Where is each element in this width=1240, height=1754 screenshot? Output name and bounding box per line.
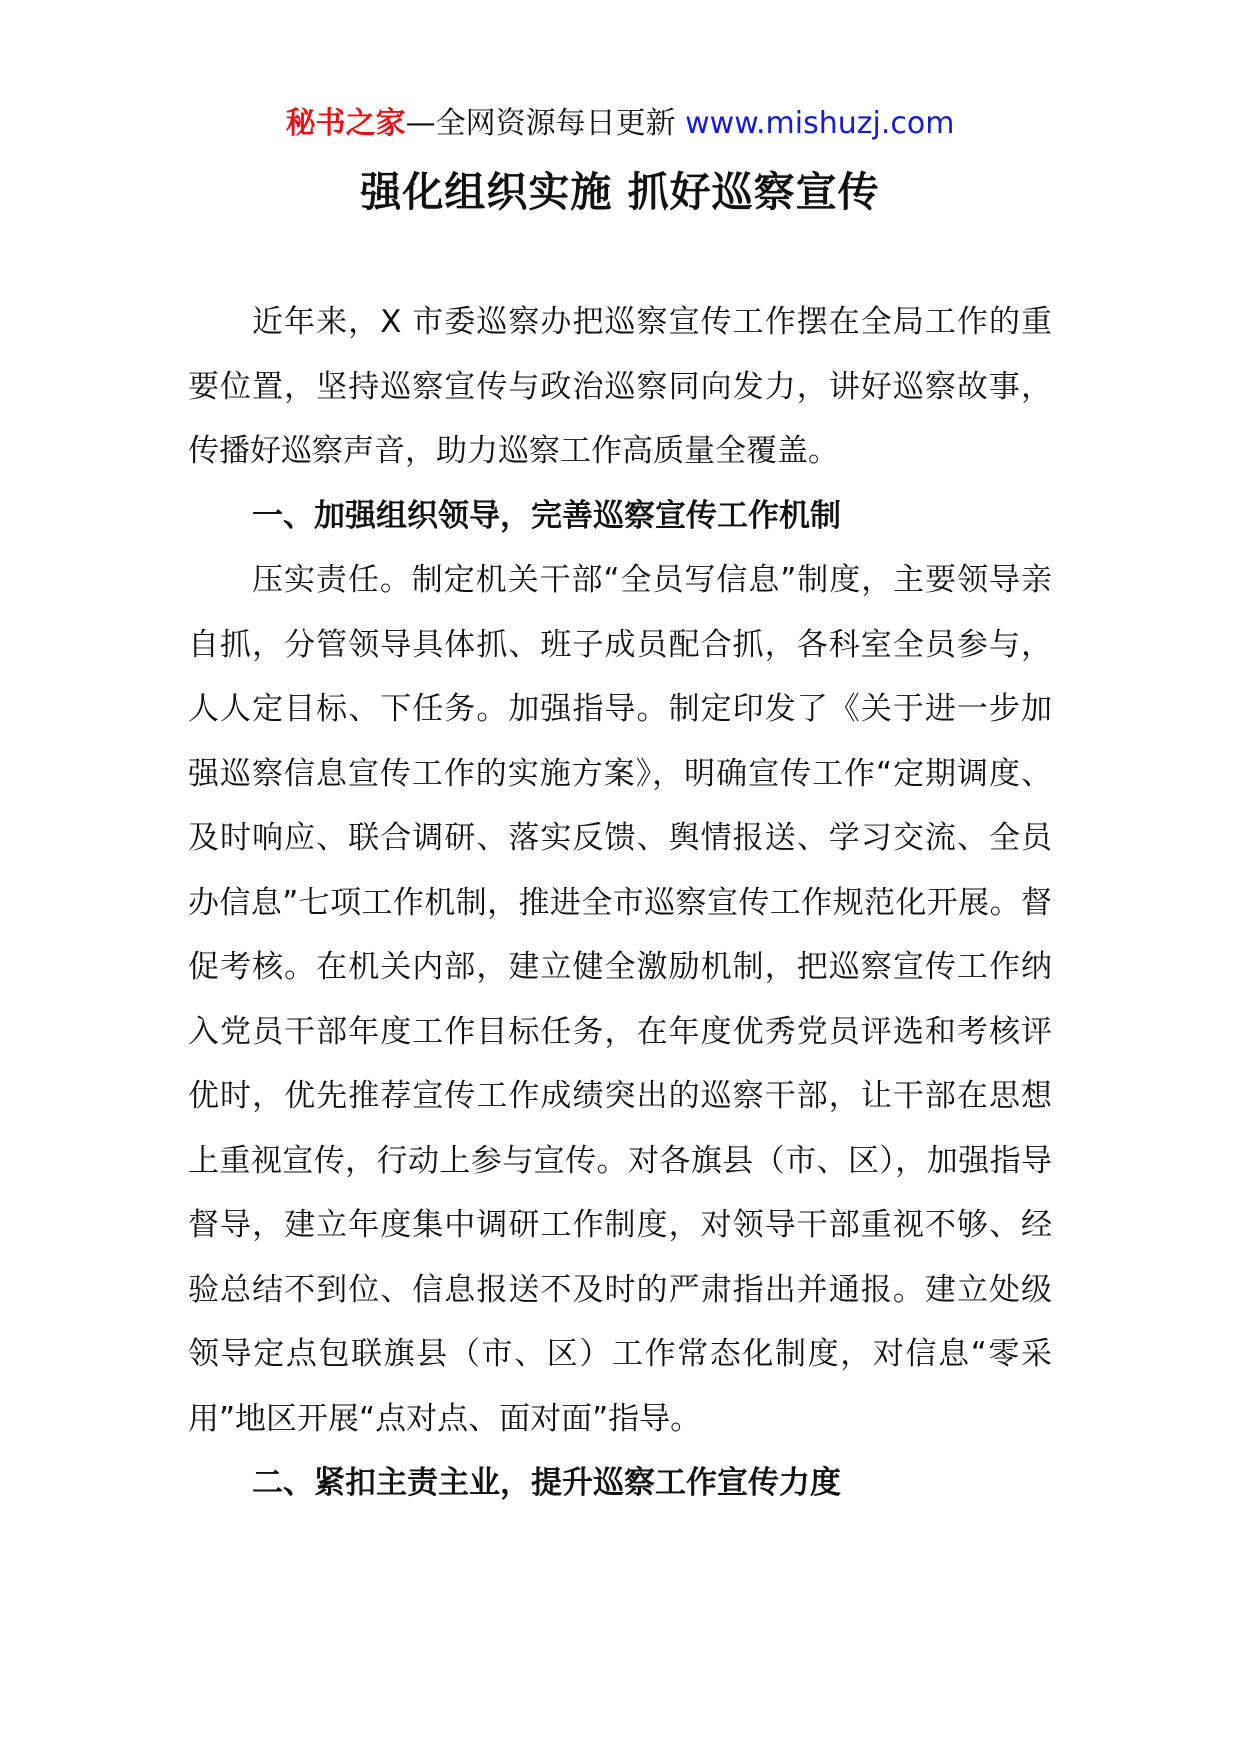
brand-name: 秘书之家 (285, 106, 406, 141)
site-url-link[interactable]: www.mishuzj.com (685, 106, 955, 141)
section-heading-2: 二、紧扣主责主业，提升巡察工作宣传力度 (252, 1465, 841, 1501)
intro-paragraph: 近年来，X 市委巡察办把巡察宣传工作摆在全局工作的重要位置，坚持巡察宣传与政治巡察同向发力，讲好巡察故事，传播好巡察声音，助力巡察工作高质量全覆盖。 (188, 304, 1052, 469)
header-tagline: —全网资源每日更新 (405, 106, 686, 141)
body-paragraph: 压实责任。制定机关干部“全员写信息”制度，主要领导亲自抓，分管领导具体抓、班子成员配合抓，各科室全员参与，人人定目标、下任务。加强指导。制定印发了《关于进一步加强巡察信息宣传工作的实施方案》，明确宣传工作“定期调度、及时响应、联合调研、落实反馈、舆情报送、学习交流、全员办信息”七项工作机制，推进全市巡察宣传工作规范化开展。督促考核。在机关内部，建立健全激励机制，把巡察宣传工作纳入党员干部年度工作目标任务，在年度优秀党员评选和考核评优时，优先推荐宣传工作成绩突出的巡察干部，让干部在思想上重视宣传，行动上参与宣传。对各旗县（市、区），加强指导督导，建立年度集中调研工作制度，对领导干部重视不够、经验总结不到位、信息报送不及时的严肃指出并通报。建立处级领导定点包联旗县（市、区）工作常态化制度，对信息“零采用”地区开展“点对点、面对面”指导。 (188, 562, 1052, 1437)
section-heading-1: 一、加强组织领导，完善巡察宣传工作机制 (252, 497, 841, 534)
site-header (0, 100, 1240, 148)
document-body (188, 290, 1052, 1516)
document-title: 强化组织实施 抓好巡察宣传 (360, 168, 880, 216)
